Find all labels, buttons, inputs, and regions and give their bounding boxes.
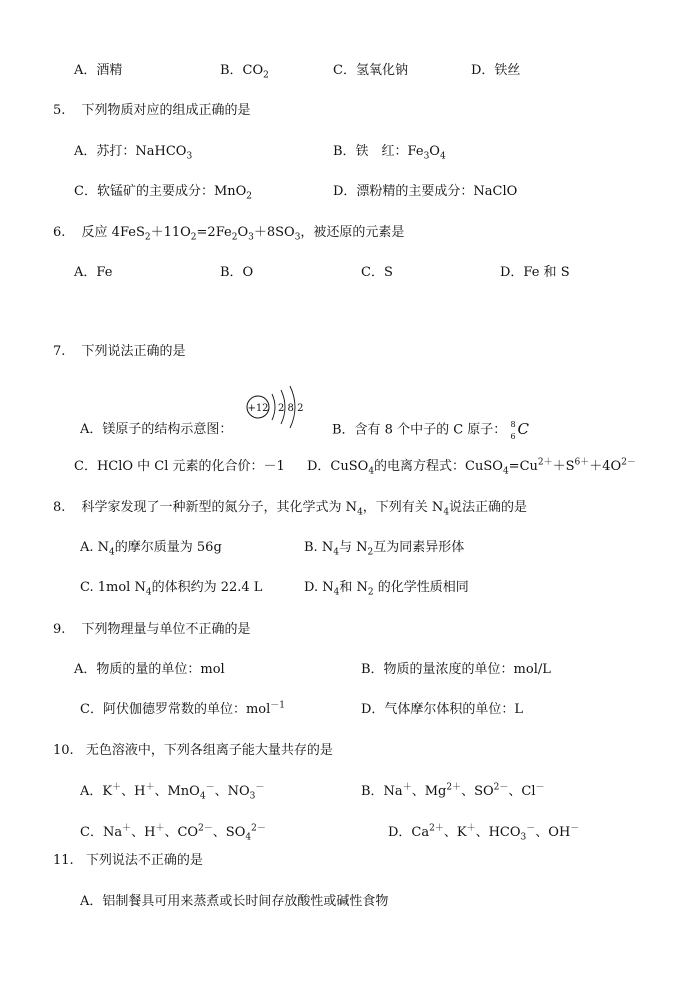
q10-stem: 10. 无色溶液中，下列各组离子能大量共存的是 [53, 743, 333, 758]
q6-option-c: C．S [361, 265, 393, 280]
question-number: 7. [53, 344, 66, 359]
q5-option-c: C．软锰矿的主要成分：MnO$_2$ [74, 184, 253, 202]
q9-option-d: D．气体摩尔体积的单位：L [361, 702, 524, 717]
magnesium-atom-diagram [244, 382, 306, 432]
q11-option-a: A．铝制餐具可用来蒸煮或长时间存放酸性或碱性食物 [80, 894, 389, 909]
q7-option-a: A．镁原子的结构示意图： [80, 422, 233, 437]
q9-stem: 9. 下列物理量与单位不正确的是 [53, 622, 251, 637]
q10-option-d: D．$Ca^{2+}$、K＋、$HCO_3^-$、OH－ [388, 823, 580, 843]
q10-option-c: C．Na＋、H＋、$CO^{2-}$、$SO_4^{2-}$ [80, 823, 266, 843]
atom-shell-electrons: 2 8 2 [278, 403, 304, 414]
q9-option-c: C．阿伏伽德罗常数的单位：mol$^{-1}$ [80, 700, 285, 717]
atom-nucleus-charge: +12 [247, 403, 269, 414]
q5-option-d: D．漂粉精的主要成分：NaClO [333, 184, 518, 199]
q11-stem: 11. 下列说法不正确的是 [53, 853, 203, 868]
q6-option-b: B．O [220, 265, 254, 280]
q6-stem: 6. 反应 $4FeS_2+11O_2=2Fe_2O_3+8SO_3$，被还原的元素是 [53, 225, 405, 243]
q8-option-b: B. $N_4$与 $N_2$互为同素异形体 [304, 540, 465, 558]
q7-stem: 7. 下列说法正确的是 [53, 344, 186, 359]
q4-option-d: D．铁丝 [471, 63, 521, 78]
q6-option-d: D．Fe 和 S [500, 265, 570, 280]
q7-option-c: C．HClO 中 Cl 元素的化合价：－1 [74, 459, 285, 474]
q8-option-d: D. $N_4$和 $N_2$ 的化学性质相同 [304, 580, 469, 598]
q5-option-a: A．苏打：NaHCO$_3$ [74, 144, 193, 162]
q6-option-a: A．Fe [74, 265, 113, 280]
question-number: 8. [53, 500, 66, 515]
q4-option-a: A．酒精 [74, 63, 123, 78]
q8-option-a: A. $N_4$的摩尔质量为 56g [80, 540, 222, 558]
q7-option-d: D．CuSO$_4$的电离方程式：$CuSO_4=Cu^{2+}+S^{6+}+4O^{2-}$ [307, 457, 636, 477]
question-number: 5. [53, 103, 66, 118]
q9-option-a: A．物质的量的单位：mol [74, 662, 225, 677]
q5-option-b: B．铁 红：$Fe_3O_4$ [333, 144, 446, 162]
question-number: 6. [53, 225, 66, 240]
q7-option-b: B．含有 8 个中子的 C 原子： 8 6 C [332, 420, 529, 441]
q5-stem: 5. 下列物质对应的组成正确的是 [53, 103, 251, 118]
q4-option-c: C．氢氧化钠 [333, 63, 408, 78]
question-number: 11. [53, 853, 74, 868]
q9-option-b: B．物质的量浓度的单位：mol/L [361, 662, 551, 677]
q10-option-b: B．Na＋、$Mg^{2+}$、$SO^{2-}$、Cl－ [361, 782, 545, 799]
question-number: 9. [53, 622, 66, 637]
q10-option-a: A．K＋、H＋、MnO$_4$－、$NO_3^-$ [80, 782, 265, 802]
q4-option-b: B．$CO_2$ [220, 63, 269, 81]
q8-stem: 8. 科学家发现了一种新型的氮分子，其化学式为 $N_4$，下列有关 $N_4$说法正确的是 [53, 500, 528, 518]
q8-option-c: C. 1mol $N_4$的体积约为 22.4 L [80, 580, 263, 598]
question-number: 10. [53, 743, 74, 758]
